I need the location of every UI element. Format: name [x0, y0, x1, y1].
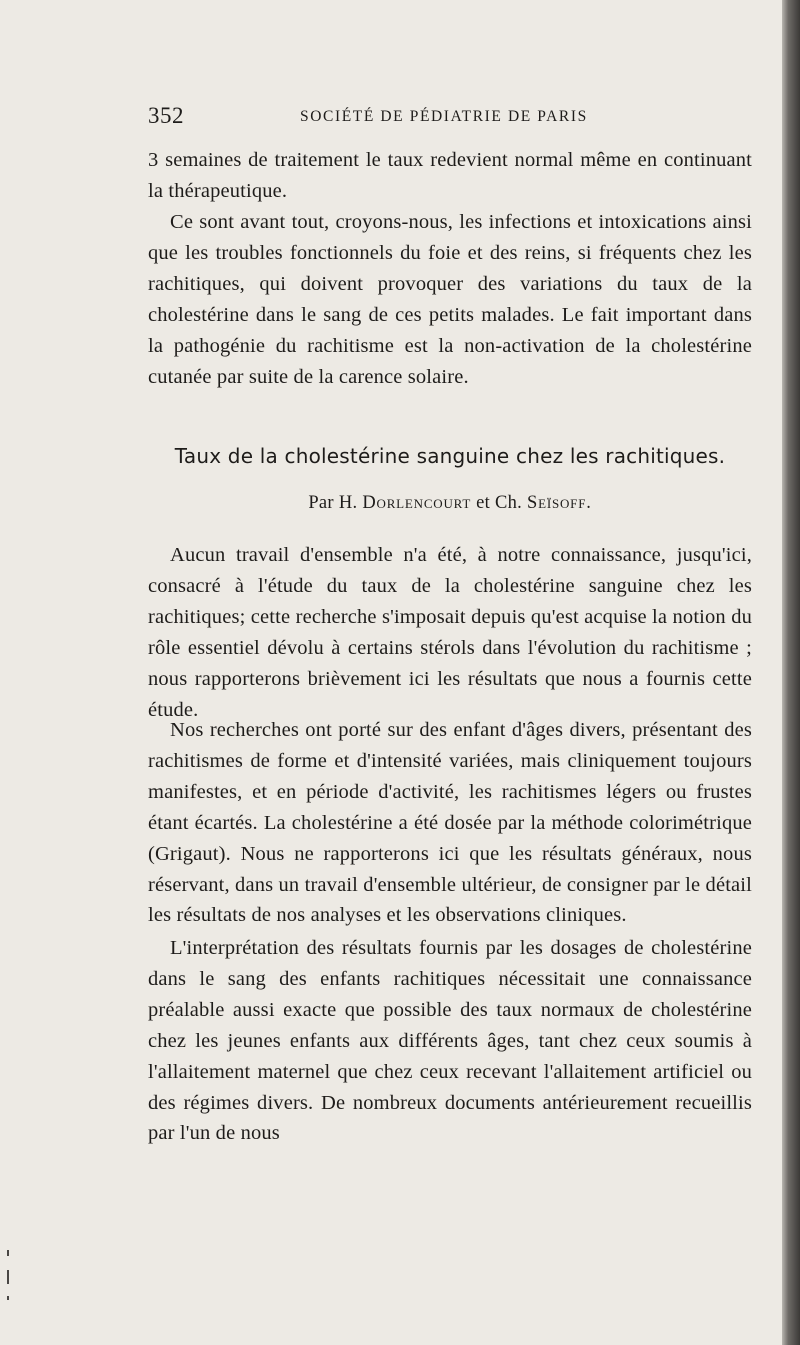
page-header — [148, 103, 752, 133]
paragraph-5-text: L'interprétation des résultats fournis par les dosages de cholestérine dans le sang des enfants rachitiques nécessitait une connaissance préalable aussi exacte que possible des taux normaux de cholestérine chez les jeunes enfants aux différents âges, tant chez ceux soumis à l'allaitement maternel que chez ceux recevant l'allaitement artificiel ou des régimes divers. De nombreux documents antérieurement recueillis par l'un de nous — [148, 937, 752, 1145]
paragraph-2-text: Ce sont avant tout, croyons-nous, les infections et intoxications ainsi que les troubles fonctionnels du foie et des reins, si fréquents chez les rachitiques, qui doivent provoquer des variations du taux de la cholestérine dans le sang de ces petits malades. Le fait important dans la pathogénie du rachitisme est la non-activation de la cholestérine cutanée par suite de la carence solaire. — [148, 211, 752, 388]
paragraph-intro — [148, 540, 752, 725]
margin-tick — [7, 1296, 9, 1300]
article-byline — [148, 493, 752, 514]
page-edge-shadow — [782, 0, 800, 1345]
paragraph-3-text: Aucun travail d'ensemble n'a été, à notre connaissance, jusqu'ici, consacré à l'étude du taux de la cholestérine sanguine chez les rachitiques; cette recherche s'imposait depuis qu'est acquise la notion du rôle essentiel dévolu à certains stérols dans l'évolution du rachitisme ; nous rapporterons brièvement ici les résultats que nous a fournis cette étude. — [148, 544, 752, 721]
author-seisoff: Seïsoff. — [527, 493, 592, 513]
article-title: Taux de la cholestérine sanguine chez les rachitiques. — [174, 444, 726, 468]
paragraph-4-text: Nos recherches ont porté sur des enfant d'âges divers, présentant des rachitismes de forme et d'intensité variées, mais cliniquement toujours manifestes, et en période d'activité, les rachitismes légers ou frustes étant écartés. La cholestérine a été dosée par la méthode colorimétrique (Grigaut). Nous ne rapporterons ici que les résultats généraux, nous réservant, dans un travail d'ensemble ultérieur, de consigner par le détail les résultats de nos analyses et les observations cliniques. — [148, 719, 752, 927]
paragraph-methods — [148, 715, 752, 931]
paragraph-1-text: 3 semaines de traitement le taux redevient normal même en continuant la thérapeutique. — [148, 149, 752, 202]
paragraph-infections — [148, 207, 752, 392]
margin-marks — [7, 1250, 11, 1310]
page-number: 352 — [148, 103, 184, 128]
byline-mid: et Ch. — [476, 493, 523, 513]
margin-tick — [7, 1250, 9, 1256]
paragraph-interpretation — [148, 933, 752, 1149]
running-head: SOCIÉTÉ DE PÉDIATRIE DE PARIS — [300, 108, 588, 125]
author-dorlencourt: Dorlencourt — [362, 493, 472, 513]
margin-tick — [7, 1270, 9, 1284]
byline-prefix: Par H. — [308, 493, 358, 513]
paragraph-continuation — [148, 145, 752, 207]
